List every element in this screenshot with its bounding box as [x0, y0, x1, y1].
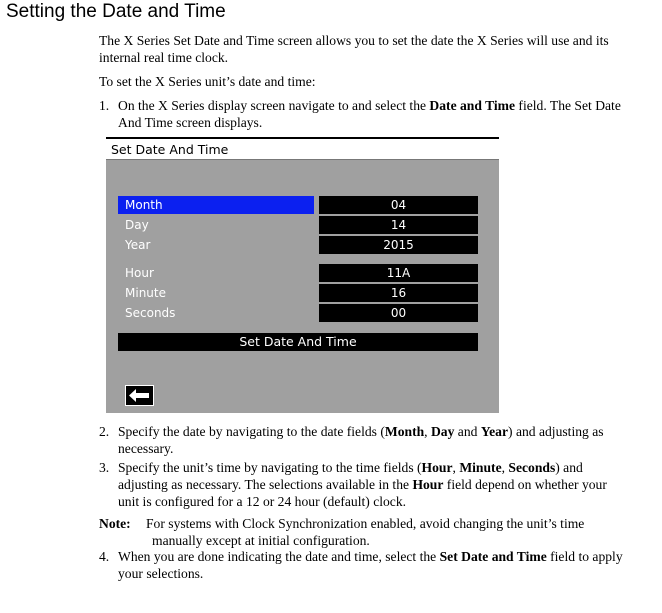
step-text-part: When you are done indicating the date and time, select the	[118, 549, 440, 564]
step-number: 4.	[99, 549, 110, 564]
step-text-part: and	[454, 424, 481, 439]
minute-value[interactable]: 16	[319, 284, 478, 302]
step-number: 3.	[99, 460, 110, 475]
step-text-part: ,	[424, 424, 431, 439]
year-value[interactable]: 2015	[319, 236, 478, 254]
month-label[interactable]: Month	[118, 196, 314, 214]
step-text	[118, 97, 638, 131]
hour-label[interactable]: Hour	[125, 266, 154, 280]
step-text-part: ,	[452, 460, 460, 475]
title-divider	[106, 159, 499, 160]
step-text	[118, 548, 638, 582]
back-arrow-icon	[129, 389, 150, 402]
step-text-part: Specify the date by navigating to the date fields (	[118, 424, 385, 439]
step-text-part: adjusting as necessary. The selections available in the	[118, 477, 413, 492]
intro-line-1: The X Series Set Date and Time screen allows you to set the date the X Series will use and its	[99, 33, 609, 48]
hour-value[interactable]: 11A	[319, 264, 478, 282]
step-text-part: field to apply	[546, 549, 623, 564]
step-text-part: ) and	[555, 460, 583, 475]
step-text-part: ) and adjusting as	[508, 424, 604, 439]
step-bold-field: Hour	[421, 460, 453, 475]
screen-title-bar	[106, 137, 499, 159]
day-label[interactable]: Day	[125, 218, 149, 232]
note-text	[146, 515, 626, 549]
step-text-part: And Time screen displays.	[118, 115, 263, 130]
screen-title: Set Date And Time	[111, 142, 229, 157]
set-date-time-screen	[106, 137, 499, 413]
step-text	[118, 459, 638, 510]
step-text-part: ,	[501, 460, 509, 475]
step-number: 2.	[99, 424, 110, 439]
page-heading: Setting the Date and Time	[6, 1, 226, 22]
seconds-value[interactable]: 00	[319, 304, 478, 322]
step-text	[118, 423, 638, 457]
intro-paragraph	[99, 32, 639, 66]
step-bold-field: Minute	[459, 460, 502, 475]
step-bold-field: Day	[430, 424, 455, 439]
back-button[interactable]	[125, 385, 154, 406]
note-line: For systems with Clock Synchronization enabled, avoid changing the unit’s time	[146, 516, 585, 531]
set-date-time-button[interactable]: Set Date And Time	[118, 333, 478, 351]
month-value[interactable]: 04	[319, 196, 478, 214]
intro-line-2: internal real time clock.	[99, 50, 229, 65]
to-set-paragraph: To set the X Series unit’s date and time:	[99, 74, 316, 89]
step-text-part: Specify the unit’s time by navigating to the time fields (	[118, 460, 422, 475]
step-bold-field: Year	[480, 424, 509, 439]
note-label: Note:	[99, 516, 131, 531]
step-bold-field: Month	[384, 424, 425, 439]
step-bold-field: Date and Time	[429, 98, 516, 113]
note-line: manually except at initial configuration.	[152, 533, 370, 548]
step-text-part: On the X Series display screen navigate to and select the	[118, 98, 430, 113]
minute-label[interactable]: Minute	[125, 286, 166, 300]
step-text-part: unit is configured for a 12 or 24 hour (default) clock.	[118, 494, 407, 509]
step-bold-field: Set Date and Time	[439, 549, 547, 564]
step-text-part: field. The Set Date	[515, 98, 621, 113]
step-bold-field: Seconds	[508, 460, 556, 475]
step-text-part: necessary.	[118, 441, 174, 456]
step-text-part: your selections.	[118, 566, 204, 581]
step-text-part: field depend on whether your	[443, 477, 607, 492]
step-number: 1.	[99, 98, 110, 113]
year-label[interactable]: Year	[125, 238, 151, 252]
step-bold-field: Hour	[412, 477, 444, 492]
seconds-label[interactable]: Seconds	[125, 306, 176, 320]
day-value[interactable]: 14	[319, 216, 478, 234]
